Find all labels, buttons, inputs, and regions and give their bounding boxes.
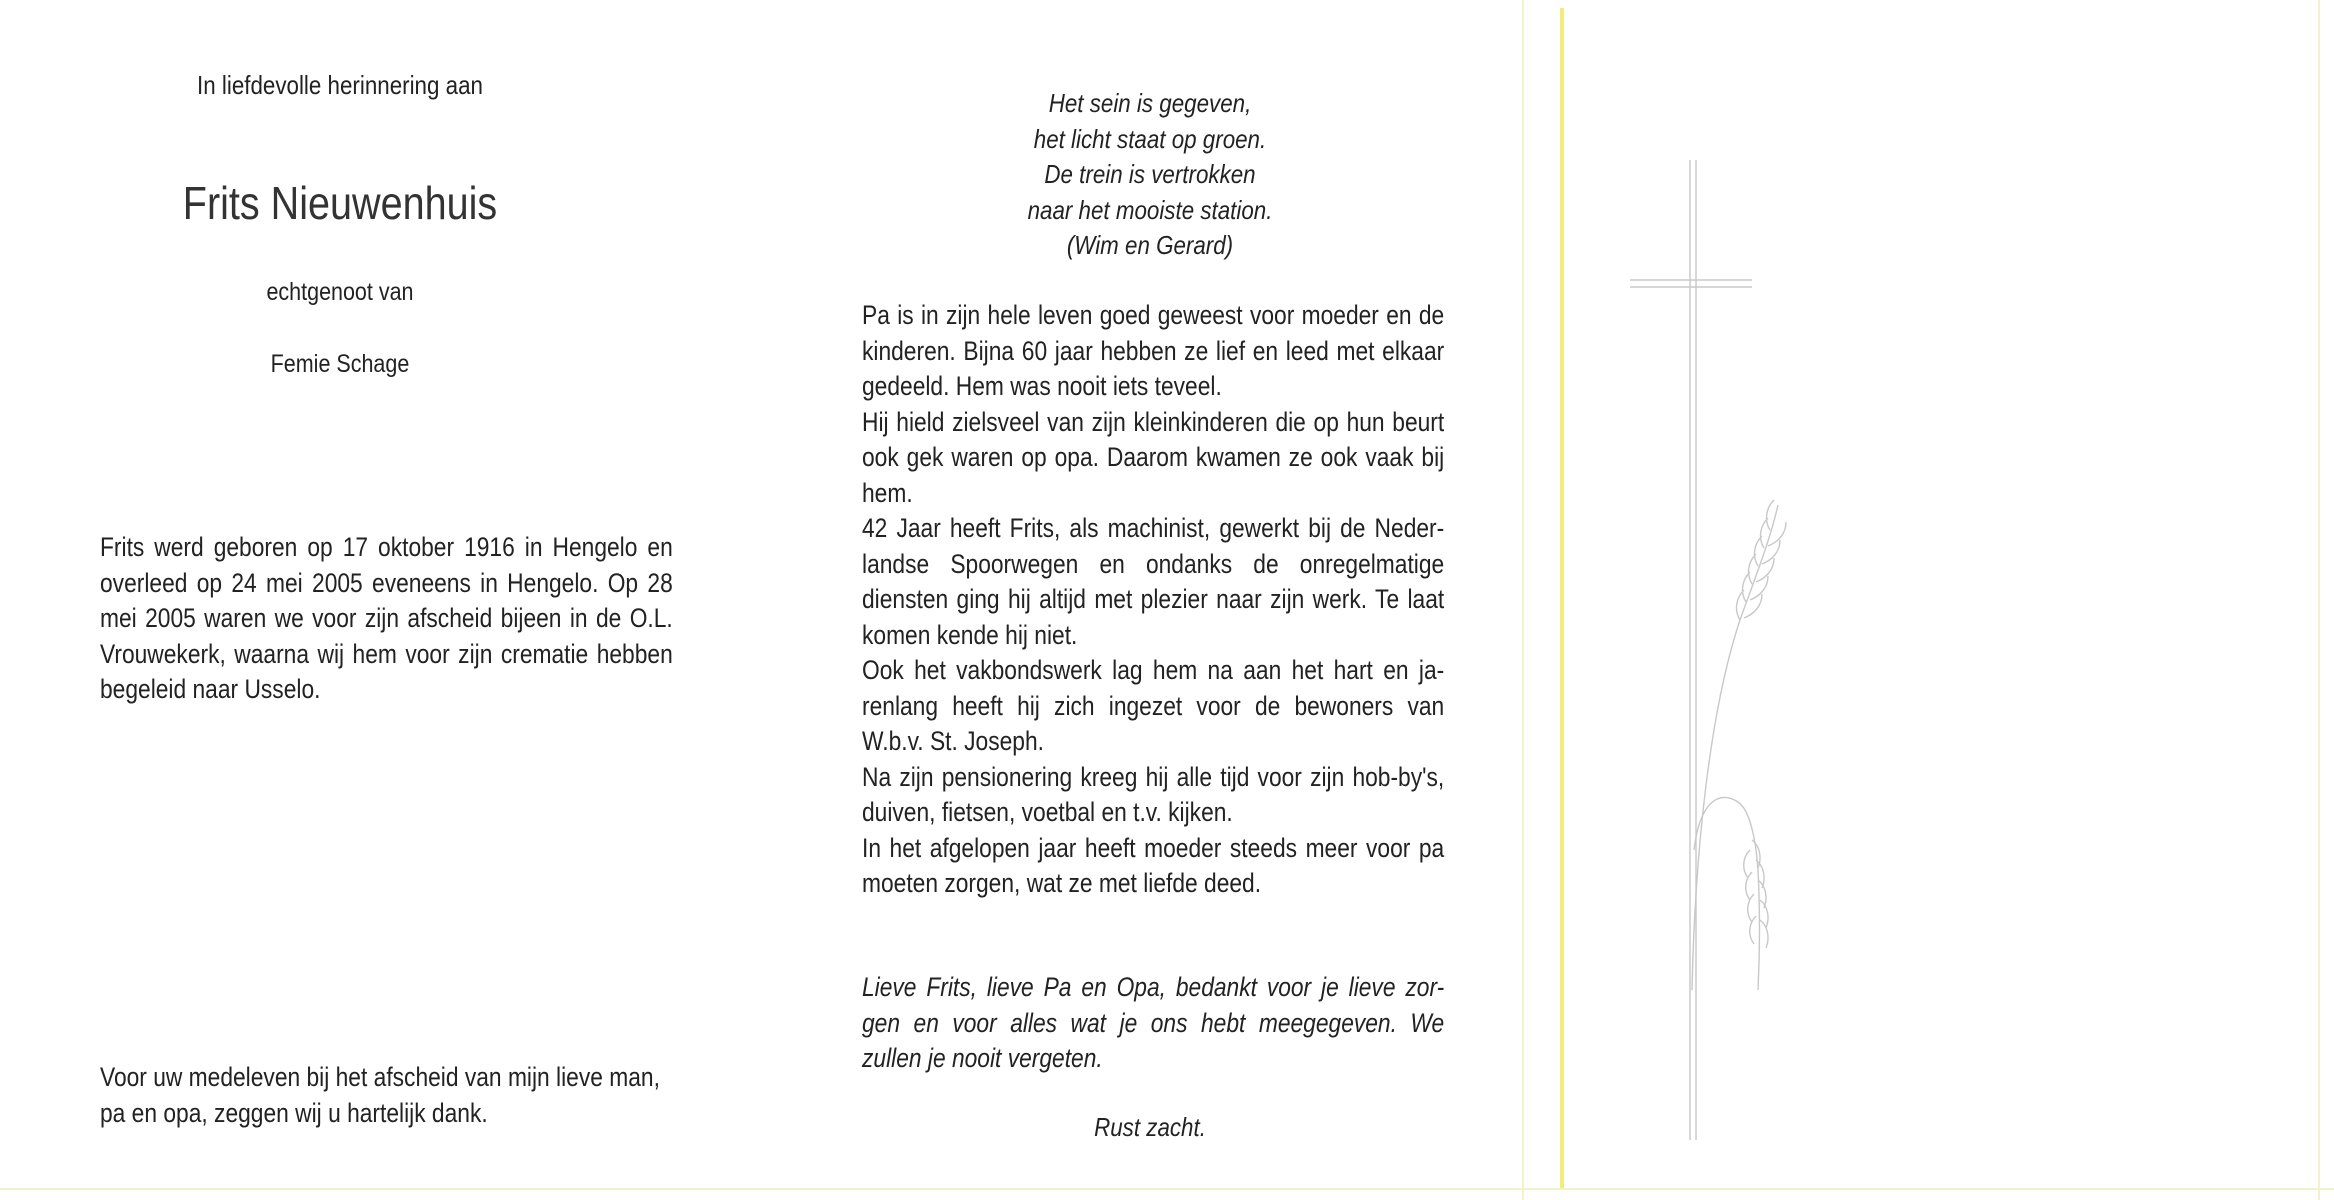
fold-line	[1522, 0, 1524, 1200]
thanks-text: Voor uw medeleven bij het afscheid van mijn lieve man, pa en opa, zeggen wij u hartelijk dank.	[100, 1062, 660, 1128]
poem-line: Het sein is gegeven,	[1048, 88, 1252, 118]
poem-line: De trein is vertrokken	[1044, 159, 1256, 189]
bottom-edge-line	[0, 1188, 2334, 1190]
story-paragraph: Ook het vakbondswerk lag hem na aan het hart en ja-renlang heeft hij zich ingezet voor de bewoners van W.b.v. St. Joseph.	[862, 655, 1445, 756]
story-paragraph: 42 Jaar heeft Frits, als machinist, gewerkt bij de Neder-landse Spoorwegen en ondanks de onregelmatige diensten ging hij altijd met plezier naar zijn werk. Te laat komen kende hij niet.	[862, 513, 1445, 650]
poem-line: het licht staat op groen.	[1033, 123, 1267, 154]
poem-line: naar het mooiste station.	[1027, 194, 1273, 225]
life-story	[862, 298, 1444, 902]
intro-text: In liefdevolle herinnering aan	[197, 70, 483, 100]
spouse-name: Femie Schage	[270, 350, 410, 378]
yellow-edge-stripe	[1560, 8, 1564, 1188]
poem-author: (Wim en Gerard)	[1066, 230, 1234, 260]
story-paragraph: In het afgelopen jaar heeft moeder steeds meer voor pa moeten zorgen, wat ze met liefde deed.	[862, 832, 1445, 898]
rest-in-peace-text: Rust zacht.	[1094, 1112, 1206, 1142]
poem	[918, 86, 1382, 264]
story-paragraph: Hij hield zielsveel van zijn kleinkinderen die op hun beurt ook gek waren op opa. Daarom kwamen ze ook vaak bij hem.	[862, 406, 1445, 508]
deceased-name: Frits Nieuwenhuis	[182, 177, 498, 229]
story-paragraph: Pa is in zijn hele leven goed geweest voor moeder en de kinderen. Bijna 60 jaar hebben ze lief en leed met elkaar gedeeld. Hem was nooit iets teveel.	[862, 300, 1445, 401]
right-edge-line	[2318, 0, 2320, 1200]
cross-with-wheat-icon	[1600, 150, 1820, 1150]
closing-text: Lieve Frits, lieve Pa en Opa, bedankt voor je lieve zor-gen en voor alles wat je ons hebt meegegeven. We zullen je nooit vergeten.	[862, 972, 1445, 1073]
spouse-label: echtgenoot van	[266, 278, 414, 306]
story-paragraph: Na zijn pensionering kreeg hij alle tijd voor zijn hob-by's, duiven, fietsen, voetbal en t.v. kijken.	[862, 761, 1445, 827]
biography-text: Frits werd geboren op 17 oktober 1916 in Hengelo en overleed op 24 mei 2005 eveneens in Hengelo. Op 28 mei 2005 waren we voor zijn afscheid bijeen in de O.L. Vrouwekerk, waarna wij hem voor zijn crematie hebben begeleid naar Usselo.	[100, 532, 673, 704]
